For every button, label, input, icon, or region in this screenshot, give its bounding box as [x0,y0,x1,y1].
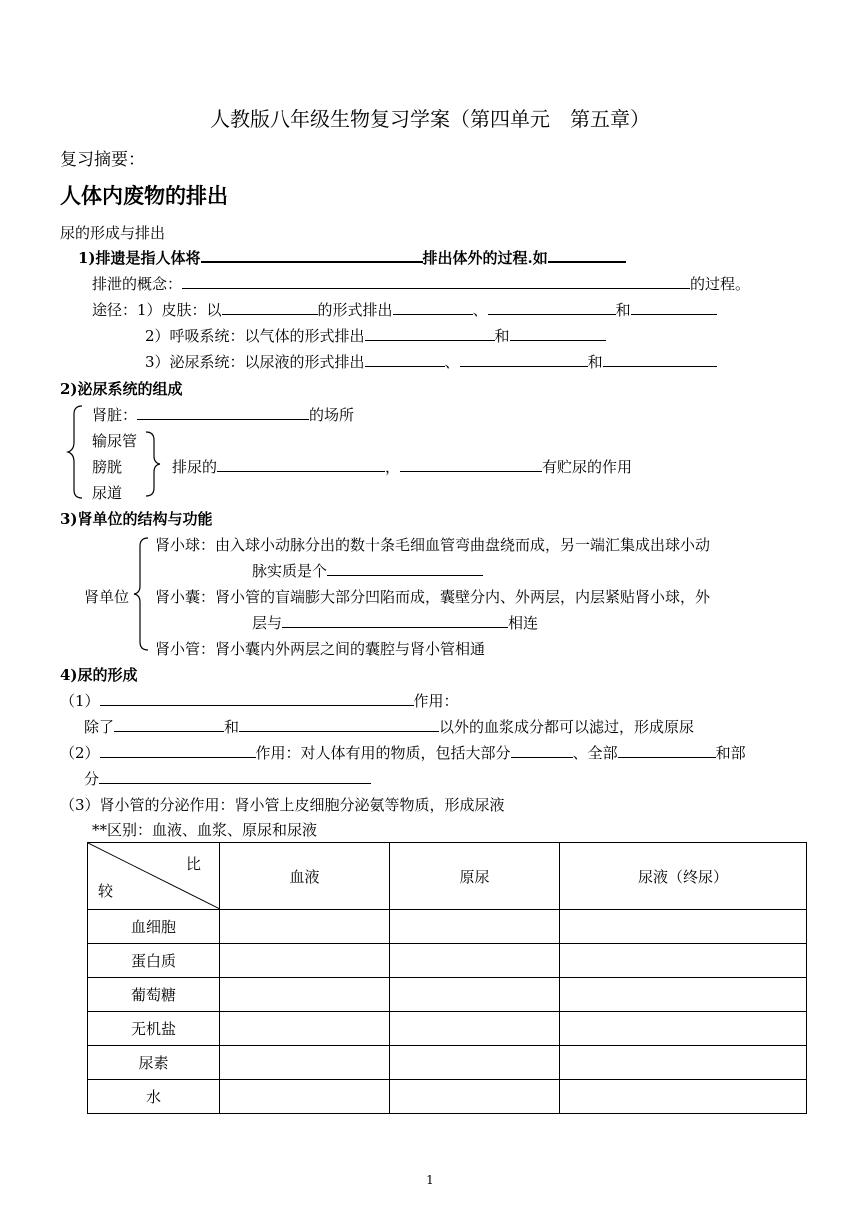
difference-line: **区别：血液、血浆、原尿和尿液 [92,821,318,839]
excrete-line: 排尿的 ， 有贮尿的作用 [172,458,633,476]
table-row [88,944,807,978]
table-cell[interactable] [220,1080,390,1114]
bladder-label: 膀胱 [92,458,123,476]
blank[interactable] [327,561,483,576]
blank[interactable] [511,743,573,758]
section-urine-heading: 尿的形成与排出 [60,224,166,242]
nephron-label: 肾单位 [84,588,130,606]
row-header: 无机盐 [88,1012,220,1046]
table-cell[interactable] [560,910,807,944]
column-header: 原尿 [390,843,560,910]
table-header-row [88,843,807,910]
nephron-brace-icon [132,536,150,652]
filtration-detail-line: 除了 和 以外的血浆成分都可以滤过，形成原尿 [84,718,695,736]
secretion-line: （3）肾小管的分泌作用：肾小管上皮细胞分泌氨等物质，形成尿液 [60,796,505,814]
line-excretion-concept: 排泄的概念： 的过程。 [92,275,751,293]
table-cell[interactable] [390,1046,560,1080]
reabsorption-line: （2） 作用：对人体有用的物质，包括大部分 、全部 和部 [60,744,746,762]
blank[interactable] [488,300,616,315]
row-header: 葡萄糖 [88,978,220,1012]
line-egestion: 1)排遗是指人体将 排出体外的过程.如 [78,247,626,268]
blank[interactable] [99,769,371,784]
table-row [88,910,807,944]
column-header: 血液 [220,843,390,910]
ureter-label: 输尿管 [92,432,138,450]
table-row [88,1046,807,1080]
blank[interactable] [100,743,256,758]
section-urinary-heading: 2)泌尿系统的组成 [60,380,183,398]
right-brace-icon [144,430,162,498]
table-cell[interactable] [390,1012,560,1046]
table-row [88,1012,807,1046]
table-cell[interactable] [220,1046,390,1080]
table-cell[interactable] [560,978,807,1012]
blank[interactable] [137,405,309,420]
line-route-urinary: 3）泌尿系统：以尿液的形式排出 、 和 [145,351,717,372]
blank[interactable] [100,691,414,706]
comparison-table [87,842,807,1114]
line-route-breath: 2）呼吸系统：以气体的形式排出 和 [145,325,606,346]
row-header: 血细胞 [88,910,220,944]
blank[interactable] [182,274,690,289]
blank[interactable] [603,352,717,367]
blank[interactable] [631,300,717,315]
blank[interactable] [201,247,423,263]
blank[interactable] [282,613,508,628]
corner-bottom-label: 较 [98,882,114,900]
blank[interactable] [510,326,606,341]
glomerulus-line-1: 肾小球：由入球小动脉分出的数十条毛细血管弯曲盘绕而成，另一端汇集成出球小动 [155,536,711,554]
table-cell[interactable] [560,1080,807,1114]
capsule-line-2: 层与 相连 [252,614,539,632]
table-cell[interactable] [220,1012,390,1046]
blank[interactable] [239,717,439,732]
filtration-line: （1） 作用： [60,692,459,710]
column-header: 尿液（终尿） [560,843,807,910]
table-corner-cell [88,843,220,910]
table-cell[interactable] [560,944,807,978]
document-title: 人教版八年级生物复习学案（第四单元 第五章） [210,107,650,131]
corner-top-label: 比 [185,855,201,873]
table-cell[interactable] [560,1012,807,1046]
table-row [88,978,807,1012]
urethra-label: 尿道 [92,484,123,502]
blank[interactable] [114,717,224,732]
table-cell[interactable] [390,978,560,1012]
blank[interactable] [618,743,716,758]
table-cell[interactable] [220,978,390,1012]
table-row [88,1080,807,1114]
table-cell[interactable] [220,910,390,944]
table-cell[interactable] [390,1080,560,1114]
blank[interactable] [365,352,445,367]
reabsorption-cont-line: 分 [84,768,371,789]
blank[interactable] [222,300,318,315]
table-cell[interactable] [390,944,560,978]
chapter-heading: 人体内废物的排出 [60,184,228,208]
tubule-line: 肾小管：肾小囊内外两层之间的囊腔与肾小管相通 [155,640,486,658]
row-header: 水 [88,1080,220,1114]
summary-heading: 复习摘要： [60,150,145,170]
blank[interactable] [400,457,542,472]
blank[interactable] [217,457,385,472]
page-number: 1 [426,1173,434,1187]
section-nephron-heading: 3)肾单位的结构与功能 [60,510,213,528]
glomerulus-line-2: 脉实质是个 [252,560,483,581]
table-cell[interactable] [390,910,560,944]
kidney-line: 肾脏： 的场所 [92,406,355,424]
section-formation-heading: 4)尿的形成 [60,666,138,684]
blank[interactable] [393,300,473,315]
table-cell[interactable] [560,1046,807,1080]
left-brace-icon [66,404,84,500]
row-header: 尿素 [88,1046,220,1080]
blank[interactable] [365,326,495,341]
blank[interactable] [548,247,626,263]
table-cell[interactable] [220,944,390,978]
line-route-skin: 途径：1）皮肤：以 的形式排出 、 和 [92,299,717,320]
blank[interactable] [460,352,588,367]
row-header: 蛋白质 [88,944,220,978]
capsule-line-1: 肾小囊：肾小管的盲端膨大部分凹陷而成，囊壁分内、外两层，内层紧贴肾小球，外 [155,588,711,606]
